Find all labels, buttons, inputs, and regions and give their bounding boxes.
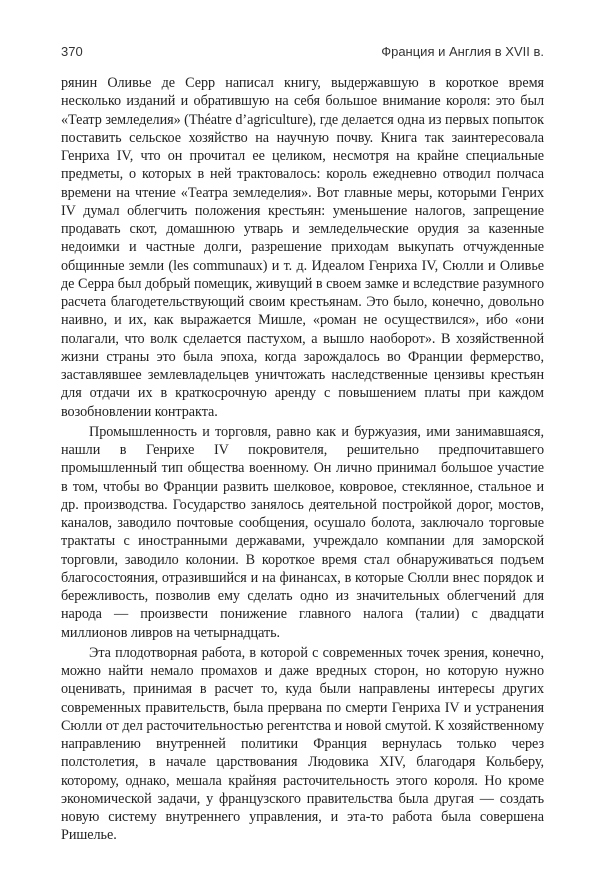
paragraph-fruitful-work: Эта плодотворная работа, в которой с современных точек зрения, конечно, можно найти немало промахов и даже вредных сторон, но которую нужно оценивать, принимая в расчет то, куда были направлены интересы других современных правительств, была прервана по смерти Генриха IV и устранения Сюлли от дел расточительностью регентства и новой смутой. К хозяйственному направлению внутренней политики Франция вернулась только через полстолетия, в начале царствования Людовика XIV, благодаря Кольберу, которому, однако, мешала крайняя расточительность этого короля. Но кроме экономической задачи, у французского правительства была другая — создать новую систему внутреннего управления, и эта-то работа была совершена Ришелье. — [61, 644, 544, 844]
running-title: Франция и Англия в XVII в. — [381, 44, 544, 59]
page-number: 370 — [61, 44, 83, 59]
running-head — [61, 44, 544, 64]
book-page — [61, 44, 544, 845]
body-text — [61, 74, 544, 845]
paragraph-industry-trade: Промышленность и торговля, равно как и буржуазия, ими занимавшаяся, нашли в Генрихе IV покровителя, решительно предпочитавшего промышленный тип общества военному. Он лично принимал большое участие в том, чтобы во Франции развить шелковое, ковровое, стеклянное, стальное и др. производства. Государство занялось деятельной постройкой дорог, мостов, каналов, заводило почтовые сообщения, осушало болота, заключало торговые трактаты с иностранными державами, учреждало компании для заморской торговли, заводило колонии. В короткое время стал обнаруживаться подъем благосостояния, отразившийся и на финансах, в которые Сюлли внес порядок и бережливость, позволив ему сделать одно из значительных облегчений для народа — произвести понижение главного налога (талии) с двадцати миллионов ливров на четырнадцать. — [61, 423, 544, 641]
paragraph-continued: рянин Оливье де Серр написал книгу, выдержавшую в короткое время несколько изданий и обратившую на себя большое внимание короля: это был «Театр земледелия» (Théatre d’agriculture), где делается одна из первых попыток поставить сельское хозяйство на научную почву. Книга так заинтересовала Генриха IV, что он прочитал ее целиком, несмотря на крайне специальные предметы, о которых в ней трактовалось: король ежедневно отводил полчаса времени на чтение «Театра земледелия». Вот главные меры, которыми Генрих IV думал облегчить положения крестьян: уменьшение налогов, запрещение продавать скот, домашнюю утварь и земледельческие орудия за казенные недоимки и частные долги, разрешение приходам выкупать отчужденные общинные земли (les communaux) и т. д. Идеалом Генриха IV, Сюлли и Оливье де Серра был добрый помещик, живущий в своем замке и вследствие разумного расчета благодетельствующий своим крестьянам. Это было, конечно, довольно наивно, и их, как выражается Мишле, «роман не осуществился», ибо «они полагали, что волк сделается пастухом, а вышло наоборот». В хозяйственной жизни страны это была эпоха, когда зарождалось во Франции фермерство, заставлявшее землевладельцев уничтожать наследственные цензивы крестьян для отдачи их в краткосрочную аренду с повышением платы при каждом возобновлении контракта. — [61, 75, 544, 420]
